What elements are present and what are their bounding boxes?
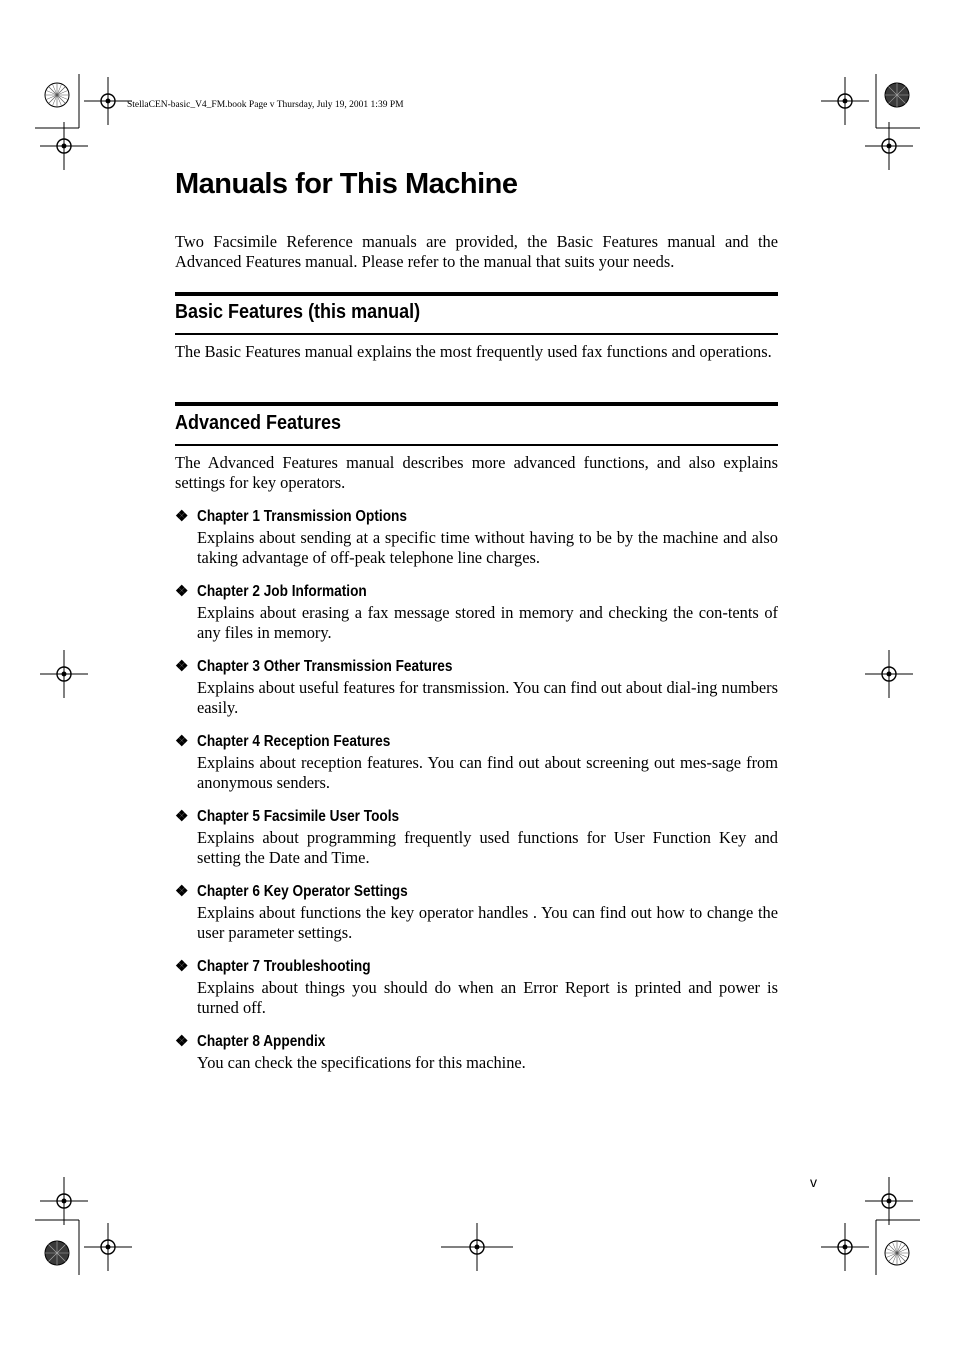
diamond-bullet-icon: ❖ (175, 883, 189, 900)
page-title: Manuals for This Machine (175, 168, 518, 200)
section-rule-bottom (175, 333, 778, 335)
header-slug: StellaCEN-basic_V4_FM.book Page v Thursday, July 19, 2001 1:39 PM (127, 100, 404, 110)
chapter-description: Explains about things you should do when an Error Report is printed and power is turned off. (197, 978, 778, 1017)
chapter-description: Explains about erasing a fax message stored in memory and checking the con-tents of any files in memory. (197, 603, 778, 642)
chapter-entry (175, 582, 778, 643)
diamond-bullet-icon: ❖ (175, 1033, 189, 1050)
basic-features-heading: Basic Features (this manual) (175, 301, 421, 323)
diamond-bullet-icon: ❖ (175, 733, 189, 750)
chapter-entry (175, 732, 778, 793)
chapter-description: Explains about useful features for transmission. You can find out about dial-ing numbers easily. (197, 678, 778, 717)
diamond-bullet-icon: ❖ (175, 808, 189, 825)
intro-paragraph: Two Facsimile Reference manuals are provided, the Basic Features manual and the Advanced Features manual. Please refer to the manual that suits your needs. (175, 232, 778, 271)
advanced-features-heading: Advanced Features (175, 412, 342, 434)
chapter-entry (175, 882, 778, 943)
chapter-description: Explains about functions the key operator handles . You can find out how to change the user parameter settings. (197, 903, 778, 942)
chapter-entry (175, 507, 778, 568)
section-rule-bottom (175, 444, 778, 446)
page-number: v (810, 1174, 817, 1190)
chapter-entry (175, 657, 778, 718)
chapter-entry (175, 957, 778, 1018)
chapter-title: Chapter 3 Other Transmission Features (197, 658, 453, 675)
advanced-features-text: The Advanced Features manual describes more advanced functions, and also explains settings for key operators. (175, 453, 778, 492)
chapter-description: You can check the specifications for this machine. (197, 1053, 526, 1072)
chapter-description: Explains about reception features. You can find out about screening out mes-sage from anonymous senders. (197, 753, 778, 792)
chapter-entry (175, 807, 778, 868)
chapter-title: Chapter 4 Reception Features (197, 733, 391, 750)
chapter-title: Chapter 2 Job Information (197, 583, 367, 600)
section-rule-top (175, 402, 778, 406)
chapter-entry (175, 1032, 778, 1073)
chapter-description: Explains about programming frequently used functions for User Function Key and setting the Date and Time. (197, 828, 778, 867)
chapter-title: Chapter 7 Troubleshooting (197, 958, 371, 975)
diamond-bullet-icon: ❖ (175, 658, 189, 675)
chapter-title: Chapter 1 Transmission Options (197, 508, 407, 525)
chapter-description: Explains about sending at a specific time without having to be by the machine and also taking advantage of off-peak telephone line charges. (197, 528, 778, 567)
chapter-title: Chapter 5 Facsimile User Tools (197, 808, 400, 825)
chapter-title: Chapter 8 Appendix (197, 1033, 326, 1050)
diamond-bullet-icon: ❖ (175, 583, 189, 600)
chapter-title: Chapter 6 Key Operator Settings (197, 883, 408, 900)
basic-features-text: The Basic Features manual explains the most frequently used fax functions and operations. (175, 342, 772, 361)
diamond-bullet-icon: ❖ (175, 508, 189, 525)
diamond-bullet-icon: ❖ (175, 958, 189, 975)
section-rule-top (175, 292, 778, 296)
